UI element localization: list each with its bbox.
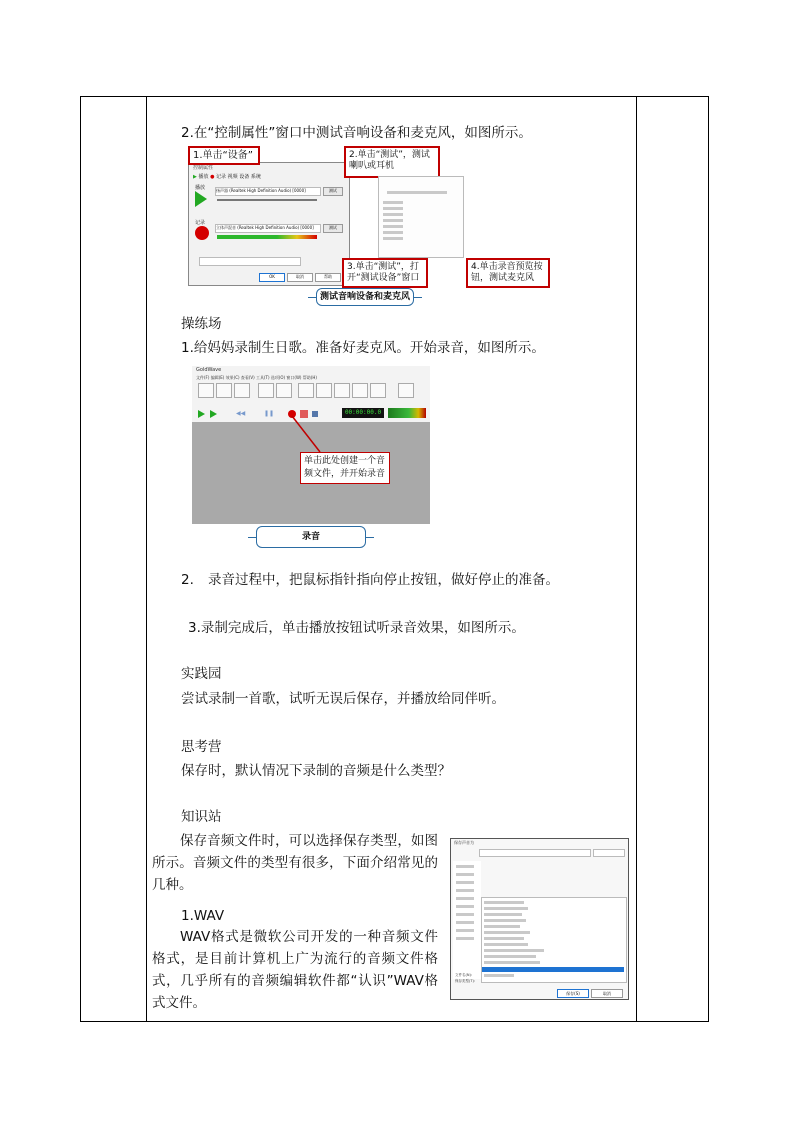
practice-item1: 1.给妈妈录制生日歌。准备好麦克风。开始录音，如图所示。 [181, 340, 545, 356]
tab-record[interactable]: 记录 [216, 174, 227, 180]
record-level-meter [217, 235, 317, 239]
step2-text: 2.在“控制属性”窗口中测试音响设备和麦克风，如图所示。 [181, 125, 532, 141]
knowledge-heading: 知识站 [181, 809, 222, 825]
file-type-selected[interactable] [482, 967, 624, 972]
playback-section-label: 播放 [195, 185, 206, 191]
dialog-title: 控制属性 [193, 165, 214, 171]
wav-text: WAV格式是微软公司开发的一种音频文件格式，是目前计算机上广为流行的音频文件格式，几乎所有的音频编辑软件都“认识”WAV格式文件。 [152, 929, 438, 1011]
transport-rewind-icon[interactable]: ◀◀ [236, 410, 246, 417]
practice-item2: 录音过程中，把鼠标指针指向停止按钮，做好停止的准备。 [208, 572, 559, 588]
save-filetype-label: 保存类型(T): [455, 979, 476, 983]
file-type-item[interactable] [484, 955, 536, 958]
play-device-select[interactable] [215, 187, 321, 196]
table-border-top [80, 96, 709, 97]
record-device-select[interactable] [215, 224, 321, 233]
table-divider-1 [146, 96, 147, 1022]
test-window-row [383, 237, 403, 240]
practice-garden-heading: 实践园 [181, 666, 222, 682]
dialog-tab-row [193, 173, 343, 182]
nav-item[interactable] [456, 905, 474, 908]
save-nav-pane [453, 861, 481, 979]
nav-item[interactable] [456, 881, 474, 884]
wav-heading: 1.WAV [181, 908, 225, 924]
knowledge-para1: 保存音频文件时，可以选择保存类型，如图所示。音频文件的类型有很多，下面介绍常见的几种。 [152, 833, 438, 893]
goldwave-title: GoldWave [196, 367, 222, 373]
file-type-item[interactable] [484, 913, 522, 916]
record-tab-icon[interactable]: ● [210, 174, 215, 180]
file-type-item[interactable] [484, 901, 524, 904]
test-window-row [383, 201, 403, 204]
practice-heading: 操练场 [181, 316, 222, 332]
menu-help[interactable]: 帮助(H) [302, 375, 317, 380]
nav-item[interactable] [456, 913, 474, 916]
callout-record-preview: 4.单击录音预览按钮，测试麦克风 [466, 258, 550, 288]
callout-device: 1.单击“设备” [188, 146, 260, 165]
nav-item[interactable] [456, 865, 474, 868]
record-callout: 单击此处创建一个音频文件，并开始录音 [300, 452, 390, 484]
dialog-help-button[interactable]: 帮助 [315, 273, 341, 282]
save-filename-label: 文件名(N): [455, 973, 473, 977]
think-text: 保存时，默认情况下录制的音频是什么类型？ [181, 763, 451, 779]
think-heading: 思考营 [181, 739, 222, 755]
file-type-item[interactable] [484, 974, 514, 977]
save-dialog-figure [450, 838, 629, 1000]
nav-item[interactable] [456, 921, 474, 924]
file-type-item[interactable] [484, 907, 528, 910]
file-type-item[interactable] [484, 925, 520, 928]
test-window-row [383, 219, 403, 222]
goldwave-timer: 00:00:00.0 [342, 408, 384, 418]
test-device-window [378, 176, 464, 258]
file-type-item[interactable] [484, 943, 528, 946]
tab-system[interactable]: 系统 [250, 174, 261, 180]
file-type-item[interactable] [484, 919, 526, 922]
save-address-bar[interactable] [479, 849, 591, 857]
figure2-caption: 录音 [256, 526, 366, 548]
control-properties-window [188, 162, 350, 286]
practice-item3: 3.录制完成后，单击播放按钮试听录音效果，如图所示。 [188, 620, 525, 636]
table-border-right [708, 96, 709, 1022]
test-window-row [387, 191, 447, 194]
dialog-cancel-button[interactable]: 取消 [287, 273, 313, 282]
goldwave-figure [192, 366, 430, 524]
save-dialog-title: 保存声音为 [454, 840, 474, 845]
callout-test-device: 3.单击“测试”，打开“测试设备”窗口 [342, 258, 428, 288]
nav-item[interactable] [456, 929, 474, 932]
nav-item[interactable] [456, 889, 474, 892]
play-tab-icon[interactable]: ▶ [193, 174, 197, 180]
practice-garden-text: 尝试录制一首歌，试听无误后保存，并播放给同伴听。 [181, 691, 505, 707]
save-cancel-button[interactable]: 取消 [591, 989, 623, 998]
menu-options[interactable]: 选项(O) [270, 375, 286, 380]
tab-device[interactable]: 设备 [239, 174, 250, 180]
menu-tools[interactable]: 工具(T) [255, 375, 270, 380]
nav-item[interactable] [456, 897, 474, 900]
callout-pointer [192, 366, 430, 524]
save-search-box[interactable] [593, 849, 625, 857]
menu-edit[interactable]: 编辑(E) [210, 375, 225, 380]
table-border-left [80, 96, 81, 1022]
file-type-item[interactable] [484, 961, 540, 964]
figure1-caption: 测试音响设备和麦克风 [316, 288, 414, 306]
table-divider-2 [636, 96, 637, 1022]
test-window-row [383, 207, 403, 210]
menu-effect[interactable]: 效果(C) [225, 375, 240, 380]
transport-pause-icon[interactable]: ❚❚ [264, 410, 275, 417]
menu-window[interactable]: 窗口(W) [286, 375, 302, 380]
practice-item2-num: 2. [181, 572, 194, 588]
file-type-item[interactable] [484, 937, 524, 940]
tab-video[interactable]: 视频 [227, 174, 238, 180]
control-properties-figure [188, 146, 548, 306]
menu-file[interactable]: 文件(F) [196, 375, 210, 380]
tab-playback[interactable]: 播放 [198, 174, 209, 180]
record-section-label: 记录 [195, 220, 206, 226]
play-big-icon [195, 191, 207, 207]
play-device-value: 扬声器 (Realtek High Definition Audio) [0000] [216, 188, 306, 193]
record-test-button[interactable]: 测试 [323, 224, 343, 233]
file-type-item[interactable] [484, 931, 530, 934]
table-border-bottom [80, 1021, 709, 1022]
callout-test-speaker: 2.单击“测试”，测试喇叭或耳机 [344, 146, 440, 178]
save-button[interactable]: 保存(S) [557, 989, 589, 998]
file-type-item[interactable] [484, 949, 544, 952]
test-window-row [383, 231, 403, 234]
play-volume-slider[interactable] [217, 199, 317, 201]
play-test-button[interactable]: 测试 [323, 187, 343, 196]
nav-item[interactable] [456, 937, 474, 940]
test-window-row [383, 213, 403, 216]
menu-view[interactable]: 查看(V) [240, 375, 255, 380]
dialog-option-select[interactable] [199, 257, 301, 266]
record-device-value: 立体声混音 (Realtek High Definition Audio) [0000] [216, 225, 314, 230]
dialog-ok-button[interactable]: OK [259, 273, 285, 282]
test-window-row [383, 225, 403, 228]
nav-item[interactable] [456, 873, 474, 876]
record-big-icon [195, 226, 209, 240]
save-file-type-list[interactable] [481, 897, 627, 983]
